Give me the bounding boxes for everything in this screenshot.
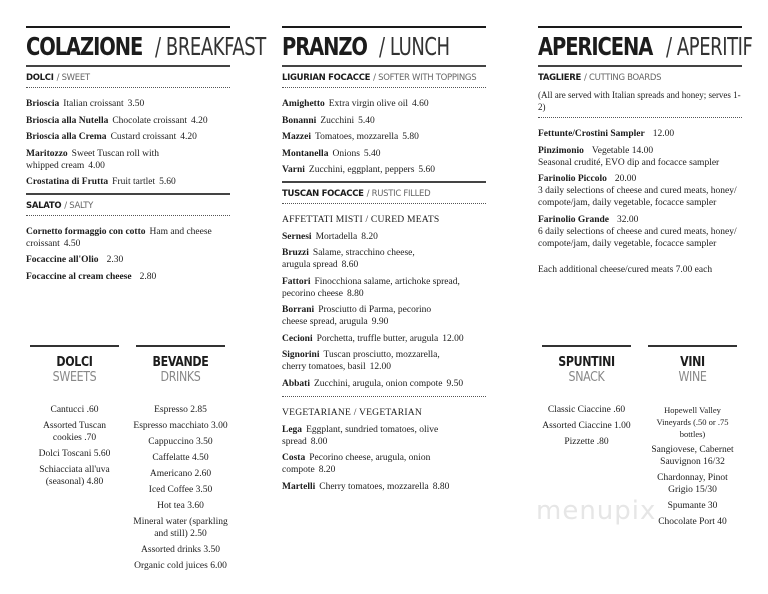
additional-note: Each additional cheese/cured meats 7.00 each <box>538 264 713 275</box>
item-price: 4.20 <box>180 132 197 142</box>
menu-item <box>282 481 486 493</box>
item-desc: Tomatoes, mozzarella <box>315 132 399 142</box>
item-name: Abbati <box>282 378 310 389</box>
divider <box>648 345 737 347</box>
aperitif-title <box>538 28 753 65</box>
menu-item <box>538 173 742 209</box>
section-heading-bold: LIGURIAN FOCACCE <box>282 73 371 83</box>
list-item: Chardonnay, Pinot Grigio 15/30 <box>657 473 728 495</box>
item-desc: Extra virgin olive oil <box>328 99 408 109</box>
vegetarian-heading: VEGETARIANE / VEGETARIAN <box>282 406 423 418</box>
list-item: Cantucci .60 <box>50 405 99 415</box>
menu-item <box>26 226 230 250</box>
drinks-section <box>132 345 229 576</box>
section-heading-light: / CUTTING BOARDS <box>584 73 662 83</box>
item-desc: 6 daily selections of cheese and cured meats, honey/ compote/jam, daily vegetable, focacce sampler <box>538 226 737 249</box>
item-price: 12.00 <box>369 362 392 372</box>
section-heading-bold: TAGLIERE <box>538 73 582 83</box>
item-name: Martelli <box>282 481 316 492</box>
item-name: Lega <box>282 424 303 435</box>
ligurian-items <box>282 88 486 176</box>
item-name: Fattori <box>282 276 311 287</box>
aperitif-items <box>538 118 742 276</box>
section-heading-bold: DOLCI <box>26 73 54 83</box>
menu-item <box>26 176 230 188</box>
list-item: Caffelatte 4.50 <box>152 453 209 463</box>
item-price: 5.40 <box>363 148 381 159</box>
wine-title: VINI <box>680 355 705 370</box>
menu-item <box>282 131 486 143</box>
breakfast-title-italian: COLAZIONE <box>26 32 143 61</box>
item-name: Brioscia alla Nutella <box>26 115 109 126</box>
menu-item <box>282 247 422 271</box>
list-item: Hot tea 3.60 <box>157 501 204 511</box>
lunch-title <box>282 28 486 65</box>
item-name: Brioscia alla Crema <box>26 132 107 142</box>
menu-item <box>282 115 486 127</box>
item-price: 20.00 <box>614 174 637 184</box>
divider <box>30 345 119 347</box>
list-item: Assorted drinks 3.50 <box>141 545 220 555</box>
menu-item <box>282 349 442 373</box>
menupix-watermark: menupix <box>536 496 657 526</box>
menu-item <box>282 98 486 110</box>
aperitif-title-english: / APERITIF <box>666 32 753 61</box>
item-price: 8.60 <box>341 260 359 270</box>
item-price: 4.50 <box>63 238 81 249</box>
item-price: 3.50 <box>127 99 145 109</box>
list-item: Organic cold juices 6.00 <box>134 561 227 571</box>
item-name: Farinolio Piccolo <box>538 174 607 184</box>
item-desc: Salame, stracchino cheese, arugula spread <box>282 248 415 270</box>
divider <box>542 345 631 347</box>
list-item: Schiacciata all'uva (seasonal) 4.80 <box>39 465 110 487</box>
section-heading-light: / SWEET <box>56 73 90 83</box>
item-desc: Cherry tomatoes, mozzarella <box>319 481 429 492</box>
divider <box>136 345 225 347</box>
item-price: 5.40 <box>358 115 375 126</box>
item-price: 8.20 <box>361 231 378 242</box>
cutting-boards-note: (All are served with Italian spreads and honey; serves 1-2) <box>538 90 741 112</box>
item-desc: Eggplant, sundried tomatoes, olive spread <box>282 424 439 447</box>
tuscan-items <box>282 204 486 390</box>
menu-item <box>26 148 176 172</box>
list-item: Spumante 30 <box>667 501 718 511</box>
section-heading-tagliere <box>538 67 742 87</box>
section-heading-bold: TUSCAN FOCACCE <box>282 188 364 199</box>
item-price: 4.00 <box>88 160 105 171</box>
section-heading-light: / SOFTER WITH TOPPINGS <box>373 73 477 83</box>
aperitif-title-italian: APERICENA <box>538 32 653 61</box>
item-desc: Onions <box>332 148 360 159</box>
item-price: 8.20 <box>318 465 336 475</box>
item-price: 5.60 <box>418 165 436 175</box>
list-item: Espresso 2.85 <box>154 405 207 415</box>
item-price: 2.30 <box>106 255 124 265</box>
menu-item <box>26 254 230 266</box>
item-price: 4.20 <box>191 115 208 126</box>
item-name: Mazzei <box>282 132 312 142</box>
list-item: Pizzette .80 <box>564 437 609 447</box>
item-desc: Zucchini, arugula, onion compote <box>313 378 443 389</box>
breakfast-title <box>26 28 266 65</box>
item-desc: Italian croissant <box>63 99 124 109</box>
menu-item <box>282 148 486 160</box>
item-name: Sernesi <box>282 231 312 242</box>
menu-item <box>282 378 486 390</box>
item-desc: Porchetta, truffle butter, arugula <box>316 333 439 344</box>
menu-item <box>538 128 742 140</box>
list-item: Dolci Toscani 5.60 <box>38 449 111 459</box>
list-item: Cappuccino 3.50 <box>148 437 213 447</box>
item-price: 32.00 <box>617 214 639 225</box>
menu-item <box>26 131 230 143</box>
item-price: 2.80 <box>139 271 157 282</box>
item-desc: Prosciutto di Parma, pecorino cheese spread, arugula <box>282 305 432 327</box>
snack-subtitle: SNACK <box>568 370 605 385</box>
menu-item <box>282 304 432 328</box>
item-name: Focaccine al cream cheese <box>26 271 132 282</box>
section-heading-bold: SALATO <box>26 200 62 211</box>
item-name: Farinolio Grande <box>538 214 609 225</box>
item-price: Vegetable 14.00 <box>591 145 654 156</box>
snack-section <box>538 345 635 452</box>
lunch-column <box>282 26 486 497</box>
item-price: 8.80 <box>346 288 364 299</box>
list-item: Classic Ciaccine .60 <box>547 405 626 415</box>
menu-item <box>282 424 486 448</box>
section-heading-dolci <box>26 67 230 87</box>
item-name: Brioscia <box>26 99 60 109</box>
sweets-list <box>26 404 123 488</box>
item-name: Borrani <box>282 305 315 315</box>
menu-item <box>282 333 486 345</box>
aperitif-column <box>538 26 753 280</box>
breakfast-column <box>26 26 266 287</box>
section-heading-salato <box>26 195 230 215</box>
item-desc: Fruit tartlet <box>112 177 156 187</box>
menu-item <box>26 98 230 110</box>
list-item: Espresso macchiato 3.00 <box>133 421 228 431</box>
section-heading-ligurian <box>282 67 486 87</box>
item-name: Signorini <box>282 350 320 360</box>
item-desc: Custard croissant <box>110 132 177 142</box>
item-desc: Zucchini <box>320 115 355 126</box>
item-price: 8.80 <box>432 481 450 492</box>
item-name: Cecioni <box>282 333 313 344</box>
item-desc: Finocchiona salame, artichoke spread, pecorino cheese <box>282 276 460 299</box>
item-name: Focaccine all'Olio <box>26 255 99 265</box>
menu-item <box>282 164 486 176</box>
drinks-title: BEVANDE <box>152 355 209 370</box>
item-price: 12.00 <box>442 333 464 344</box>
item-price: 4.60 <box>412 99 429 109</box>
drinks-subtitle: DRINKS <box>160 370 201 385</box>
item-price: 9.50 <box>446 378 464 389</box>
vegetarian-items <box>282 397 486 493</box>
section-heading-tuscan <box>282 183 486 203</box>
menu-item <box>538 214 742 250</box>
item-name: Amighetto <box>282 99 325 109</box>
item-desc: Zucchini, eggplant, peppers <box>308 165 415 175</box>
item-price: 8.00 <box>310 436 328 447</box>
list-item: Assorted Ciaccine 1.00 <box>542 421 631 431</box>
salty-items <box>26 216 230 283</box>
item-desc: Chocolate croissant <box>112 115 187 126</box>
snack-title: SPUNTINI <box>558 355 615 370</box>
item-name: Montanella <box>282 148 329 159</box>
item-desc: Sweet Tuscan roll with whipped cream <box>26 148 160 171</box>
sweets-title: DOLCI <box>56 355 93 370</box>
sweets-section <box>26 345 123 492</box>
item-name: Bonanni <box>282 115 317 126</box>
list-item: Chocolate Port 40 <box>658 517 727 527</box>
wine-subtitle: WINE <box>678 370 707 385</box>
lunch-title-italian: PRANZO <box>282 32 367 61</box>
list-item: Hopewell Valley Vineyards (.50 or .75 bottles) <box>656 405 729 439</box>
menu-item <box>282 452 486 476</box>
lunch-title-english: / LUNCH <box>378 32 450 61</box>
item-name: Cornetto formaggio con cotto <box>26 226 146 237</box>
list-item: Sangiovese, Cabernet Sauvignon 16/32 <box>651 445 734 467</box>
menu-item <box>26 271 230 283</box>
cured-meats-heading: AFFETTATI MISTI / CURED MEATS <box>282 213 440 225</box>
list-item: Iced Coffee 3.50 <box>148 485 213 495</box>
item-desc: Seasonal crudité, EVO dip and focacce sampler <box>538 157 720 168</box>
section-heading-light: / SALTY <box>64 200 94 211</box>
item-name: Fettunte/Crostini Sampler <box>538 129 645 139</box>
item-price: 5.60 <box>159 177 176 187</box>
item-desc: Pecorino cheese, arugula, onion compote <box>282 453 431 475</box>
item-name: Costa <box>282 453 306 463</box>
item-name: Maritozzo <box>26 148 68 159</box>
snack-list <box>538 404 635 448</box>
breakfast-title-english: / BREAKFAST <box>154 32 266 61</box>
menu-item <box>538 145 742 169</box>
sweet-items <box>26 88 230 188</box>
item-name: Pinzimonio <box>538 145 584 156</box>
item-desc: 3 daily selections of cheese and cured meats, honey/ compote/jam, daily vegetable, focacce sampler <box>538 186 737 208</box>
list-item: Mineral water (sparkling and still) 2.50 <box>133 517 228 539</box>
drinks-list <box>132 404 229 572</box>
section-heading-light: / RUSTIC FILLED <box>366 188 431 199</box>
list-item: Assorted Tuscan cookies .70 <box>42 421 107 443</box>
menu-item <box>26 115 230 127</box>
wine-list <box>644 404 741 528</box>
item-desc: Tuscan prosciutto, mozzarella, cherry tomatoes, basil <box>282 350 440 372</box>
item-desc: Ham and cheese croissant <box>26 226 212 249</box>
wine-section <box>644 345 741 532</box>
item-price: 5.80 <box>402 132 419 142</box>
list-item: Americano 2.60 <box>149 469 212 479</box>
menu-item <box>282 231 486 243</box>
menu-item <box>282 276 462 300</box>
item-name: Bruzzi <box>282 248 309 258</box>
item-price: 9.90 <box>371 317 389 327</box>
item-name: Crostatina di Frutta <box>26 177 109 187</box>
sweets-subtitle: SWEETS <box>52 370 97 385</box>
item-name: Varni <box>282 165 305 175</box>
item-price: 12.00 <box>652 129 675 139</box>
item-desc: Mortadella <box>315 231 358 242</box>
